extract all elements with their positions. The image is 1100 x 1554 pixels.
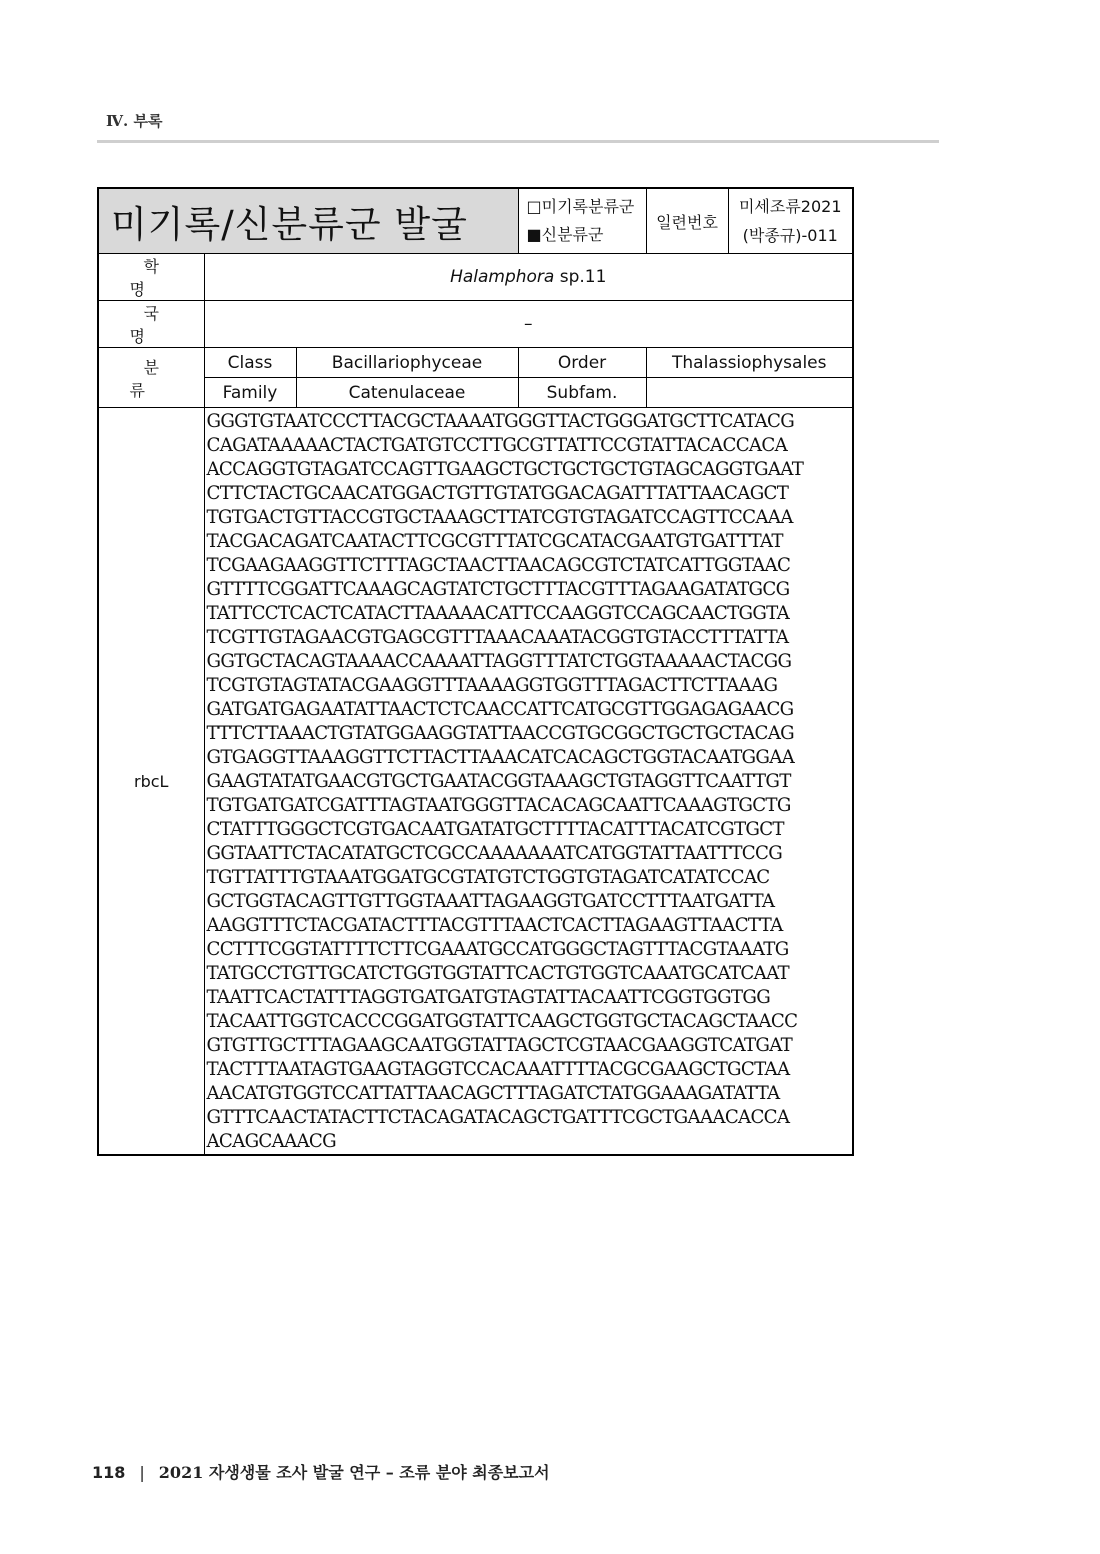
sequence-line: GGGTGTAATCCCTTACGCTAAAATGGGTTACTGGGATGCTTCATACG xyxy=(206,411,795,432)
subfamily-value xyxy=(646,378,853,408)
serial-number-line1: 미세조류2021 xyxy=(738,197,842,216)
order-value: Thalassiophysales xyxy=(646,348,853,378)
sequence-line: AAGGTTTCTACGATACTTTACGTTTAACTCACTTAGAAGTTAACTTA xyxy=(206,915,783,936)
sequence-line: TGTGATGATCGATTTAGTAATGGGTTACACAGCAATTCAAAGTGCTG xyxy=(206,795,791,816)
sequence-line: TCGTGTAGTATACGAAGGTTTAAAAGGTGGTTTAGACTTCTTAAAG xyxy=(206,675,778,696)
sequence-line: GTTTTCGGATTCAAAGCAGTATCTGCTTTACGTTTAGAAGATATGCG xyxy=(206,579,790,600)
sequence-line: CTATTTGGGCTCGTGACAATGATATGCTTTTACATTTACATCGTGCT xyxy=(206,819,784,840)
genus-name: Halamphora xyxy=(450,267,555,287)
sequence-line: TATTCCTCACTCATACTTAAAAACATTCCAAGGTCCAGCAACTGGTA xyxy=(206,603,790,624)
gene-label: rbcL xyxy=(98,408,204,1156)
species-epithet: sp.11 xyxy=(554,267,607,287)
sequence-line: TAATTCACTATTTAGGTGATGATGTAGTATTACAATTCGGTGGTGG xyxy=(206,987,771,1008)
sequence-line: GGTAATTCTACATATGCTCGCCAAAAAAATCATGGTATTAATTTCCG xyxy=(206,843,783,864)
sequence-line: TCGAAGAAGGTTCTTTAGCTAACTTAACAGCGTCTATCATTGGTAAC xyxy=(206,555,791,576)
record-title: 미기록/신분류군 발굴 xyxy=(98,188,518,254)
sequence-line: GAAGTATATGAACGTGCTGAATACGGTAAAGCTGTAGGTTCAATTGT xyxy=(206,771,791,792)
class-label: Class xyxy=(204,348,296,378)
species-record-table xyxy=(97,187,854,1156)
family-label: Family xyxy=(204,378,296,408)
sequence-line: GTGAGGTTAAAGGTTCTTACTTAAACATCACAGCTGGTACAATGGAA xyxy=(206,747,795,768)
serial-number-value xyxy=(728,188,853,254)
serial-number-line2: (박종규)-011 xyxy=(742,226,838,245)
rbcl-sequence xyxy=(204,408,853,1156)
sequence-line: GCTGGTACAGTTGTTGGTAAATTAGAAGGTGATCCTTTAATGATTA xyxy=(206,891,775,912)
sequence-line: ACCAGGTGTAGATCCAGTTGAAGCTGCTGCTGCTGTAGCAGGTGAAT xyxy=(206,459,804,480)
sequence-line: CAGATAAAAACTACTGATGTCCTTGCGTTATTCCGTATTACACCACA xyxy=(206,435,788,456)
korean-name-value: – xyxy=(204,301,853,348)
family-value: Catenulaceae xyxy=(296,378,518,408)
class-value: Bacillariophyceae xyxy=(296,348,518,378)
scientific-name-label: 학 명 xyxy=(98,254,204,301)
sequence-line: CTTCTACTGCAACATGGACTGTTGTATGGACAGATTTATTAACAGCT xyxy=(206,483,789,504)
classification-label: 분 류 xyxy=(98,348,204,408)
footer-separator: | xyxy=(139,1463,145,1482)
sequence-line: TGTGACTGTTACCGTGCTAAAGCTTATCGTGTAGATCCAGTTCCAAA xyxy=(206,507,793,528)
sequence-line: CCTTTCGGTATTTTCTTCGAAATGCCATGGGCTAGTTTACGTAAATG xyxy=(206,939,789,960)
sequence-line: GTGTTGCTTTAGAAGCAATGGTATTAGCTCGTAACGAAGGTCATGAT xyxy=(206,1035,793,1056)
sequence-line: TGTTATTTGTAAATGGATGCGTATGTCTGGTGTAGATCATATCCAC xyxy=(206,867,770,888)
header-divider xyxy=(97,140,939,143)
page-footer xyxy=(92,1460,550,1483)
sequence-line: TTTCTTAAACTGTATGGAAGGTATTAACCGTGCGGCTGCTGCTACAG xyxy=(206,723,795,744)
korean-name-label: 국 명 xyxy=(98,301,204,348)
sequence-line: TCGTTGTAGAACGTGAGCGTTTAAACAAATACGGTGTACCTTTATTA xyxy=(206,627,789,648)
section-heading: Ⅳ. 부록 xyxy=(106,112,163,130)
report-title: 2021 자생생물 조사 발굴 연구 – 조류 분야 최종보고서 xyxy=(158,1463,550,1482)
sequence-line: AACATGTGGTCCATTATTAACAGCTTTAGATCTATGGAAAGATATTA xyxy=(206,1083,780,1104)
category-new-taxon: ■신분류군 xyxy=(526,225,604,244)
order-label: Order xyxy=(518,348,646,378)
page-number: 118 xyxy=(92,1463,126,1482)
sequence-line: TATGCCTGTTGCATCTGGTGGTATTCACTGTGGTCAAATGCATCAAT xyxy=(206,963,789,984)
sequence-line: GATGATGAGAATATTAACTCTCAACCATTCATGCGTTGGAGAGAACG xyxy=(206,699,794,720)
sequence-line: TACGACAGATCAATACTTCGCGTTTATCGCATACGAATGTGATTTAT xyxy=(206,531,783,552)
scientific-name-value xyxy=(204,254,853,301)
category-options xyxy=(518,188,646,254)
subfamily-label: Subfam. xyxy=(518,378,646,408)
serial-number-label: 일련번호 xyxy=(646,188,728,254)
category-unrecorded: □미기록분류군 xyxy=(526,197,635,216)
sequence-line: GTTTCAACTATACTTCTACAGATACAGCTGATTTCGCTGAAACACCA xyxy=(206,1107,790,1128)
sequence-line: ACAGCAAACG xyxy=(206,1131,336,1152)
sequence-line: TACTTTAATAGTGAAGTAGGTCCACAAATTTTACGCGAAGCTGCTAA xyxy=(206,1059,790,1080)
sequence-line: GGTGCTACAGTAAAACCAAAATTAGGTTTATCTGGTAAAAACTACGG xyxy=(206,651,792,672)
sequence-line: TACAATTGGTCACCCGGATGGTATTCAAGCTGGTGCTACAGCTAACC xyxy=(206,1011,798,1032)
